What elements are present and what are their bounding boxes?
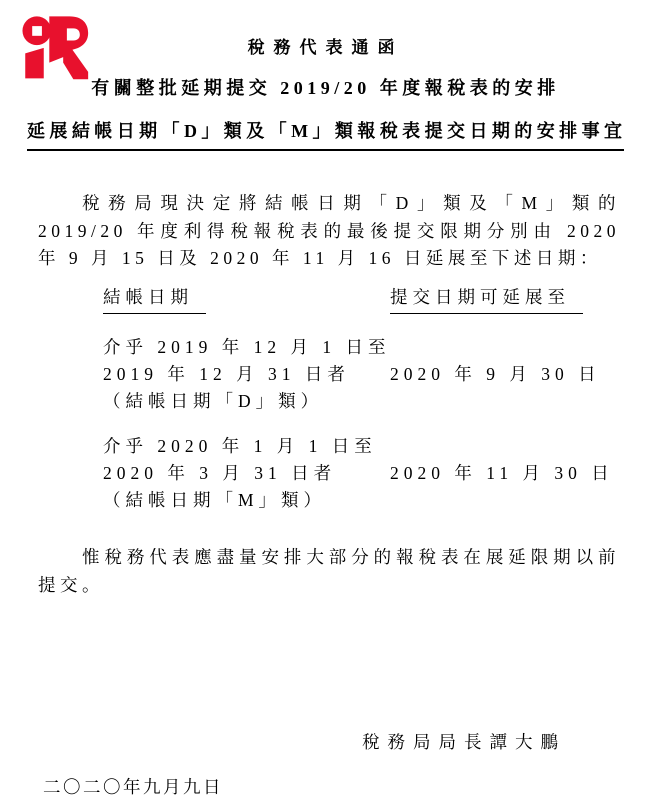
extended-date-d-code: 2020 年 9 月 30 日 [390, 364, 601, 384]
table-row-m-code-period [103, 433, 377, 514]
period-line: 2019 年 12 月 31 日者 [103, 364, 350, 384]
table-row-d-code-period [103, 334, 391, 415]
document-subtitle: 有關整批延期提交 2019/20 年度報稅表的安排 [91, 78, 560, 98]
extended-date-m-code: 2020 年 11 月 30 日 [390, 463, 614, 483]
signature-commissioner: 稅務局局長譚大鵬 [362, 732, 566, 752]
period-line: （結帳日期「D」類） [103, 391, 324, 411]
document-date: 二〇二〇年九月九日 [43, 777, 223, 797]
document-title: 稅務代表通函 [247, 38, 404, 57]
period-line: 2020 年 3 月 31 日者 [103, 463, 337, 483]
period-line: 介乎 2020 年 1 月 1 日至 [103, 436, 377, 456]
underlined-heading: 延展結帳日期「D」類及「M」類報稅表提交日期的安排事宜 [27, 117, 624, 151]
column-header-accounting-date: 結帳日期 [103, 284, 206, 314]
paragraph-extension-decision: 稅務局現決定將結帳日期「D」類及「M」類的 2019/20 年度利得稅報稅表的最後提交限期分別由 2020 年 9 月 15 日及 2020 年 11 月 16 日延展至下述日期： [38, 193, 620, 268]
period-line: 介乎 2019 年 12 月 1 日至 [103, 337, 391, 357]
paragraph-early-filing-advice: 惟稅務代表應盡量安排大部分的報稅表在展延限期以前提交。 [38, 547, 620, 595]
period-line: （結帳日期「M」類） [103, 490, 327, 510]
column-header-extended-date: 提交日期可延展至 [390, 284, 583, 314]
